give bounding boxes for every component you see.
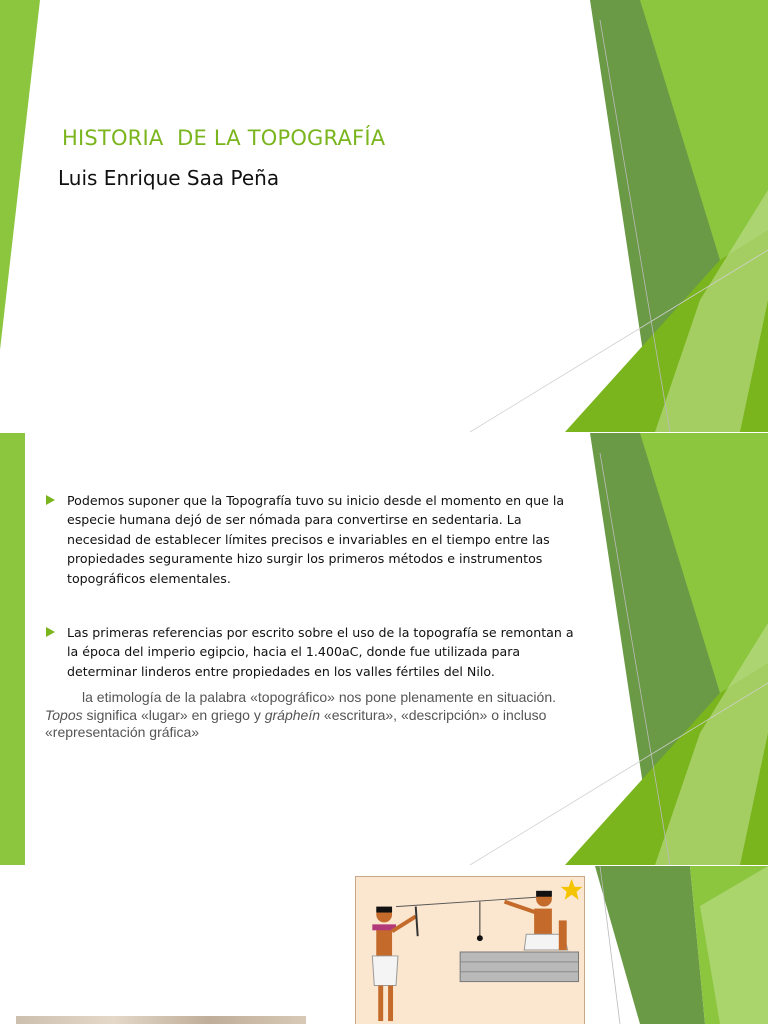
rope xyxy=(396,897,544,907)
left-green-shape xyxy=(0,433,25,865)
figure-leg xyxy=(559,920,567,950)
slide-decoration xyxy=(0,0,768,432)
page-title: HISTORIA DE LA TOPOGRAFÍA xyxy=(62,126,386,150)
bullet-arrow-icon xyxy=(46,495,55,505)
stone-photo xyxy=(16,1016,306,1024)
note-term: grápheín xyxy=(264,706,321,723)
right-dark-shape xyxy=(595,866,705,1024)
etymology-note xyxy=(45,689,565,742)
title-slide xyxy=(0,0,768,432)
star-icon xyxy=(561,879,583,900)
bullet-text: Las primeras referencias por escrito sobre el uso de la topografía se remontan a la época del imperio egipcio, hacia el 1.400aC, donde fue utilizada para determinar linderos entre propiedades en los valles fértiles del Nilo. xyxy=(67,625,574,679)
bullet-arrow-icon xyxy=(46,627,55,637)
figure-body xyxy=(534,909,552,935)
figure-hair xyxy=(536,891,552,897)
figure-body xyxy=(376,926,392,958)
figure-kilt xyxy=(372,956,398,986)
stone-wall xyxy=(460,952,578,982)
content-slide xyxy=(0,433,768,865)
egyptian-surveyors-illustration xyxy=(355,876,585,1024)
surveyors-drawing xyxy=(356,877,584,1024)
note-text: la etimología de la palabra «topográfico» nos pone plenamente en situación. xyxy=(82,689,556,705)
plumb-bob xyxy=(477,935,483,941)
figure-leg xyxy=(388,986,393,1022)
bullet-text: Podemos suponer que la Topografía tuvo su inicio desde el momento en que la especie humana dejó de ser nómada para convertirse en sedentaria. La necesidad de establecer límites precisos e invariables en el tiempo entre las propiedades seguramente hizo surgir los primeros métodos e instrumentos topográficos elementales. xyxy=(67,493,565,586)
figure-hair xyxy=(376,907,392,913)
bullet-item xyxy=(46,623,576,681)
figure-leg xyxy=(378,986,383,1022)
image-slide xyxy=(0,866,768,1024)
note-text: «escritura», «descripción» o incluso «representación gráfica» xyxy=(45,706,547,740)
figure-arm xyxy=(392,916,416,931)
left-green-shape xyxy=(0,0,40,350)
author-name: Luis Enrique Saa Peña xyxy=(58,166,280,190)
bullet-item xyxy=(46,491,576,588)
stake xyxy=(416,907,418,937)
figure-arm xyxy=(505,902,537,913)
note-text: significa «lugar» en griego y xyxy=(82,706,265,723)
note-term: Topos xyxy=(45,706,83,723)
